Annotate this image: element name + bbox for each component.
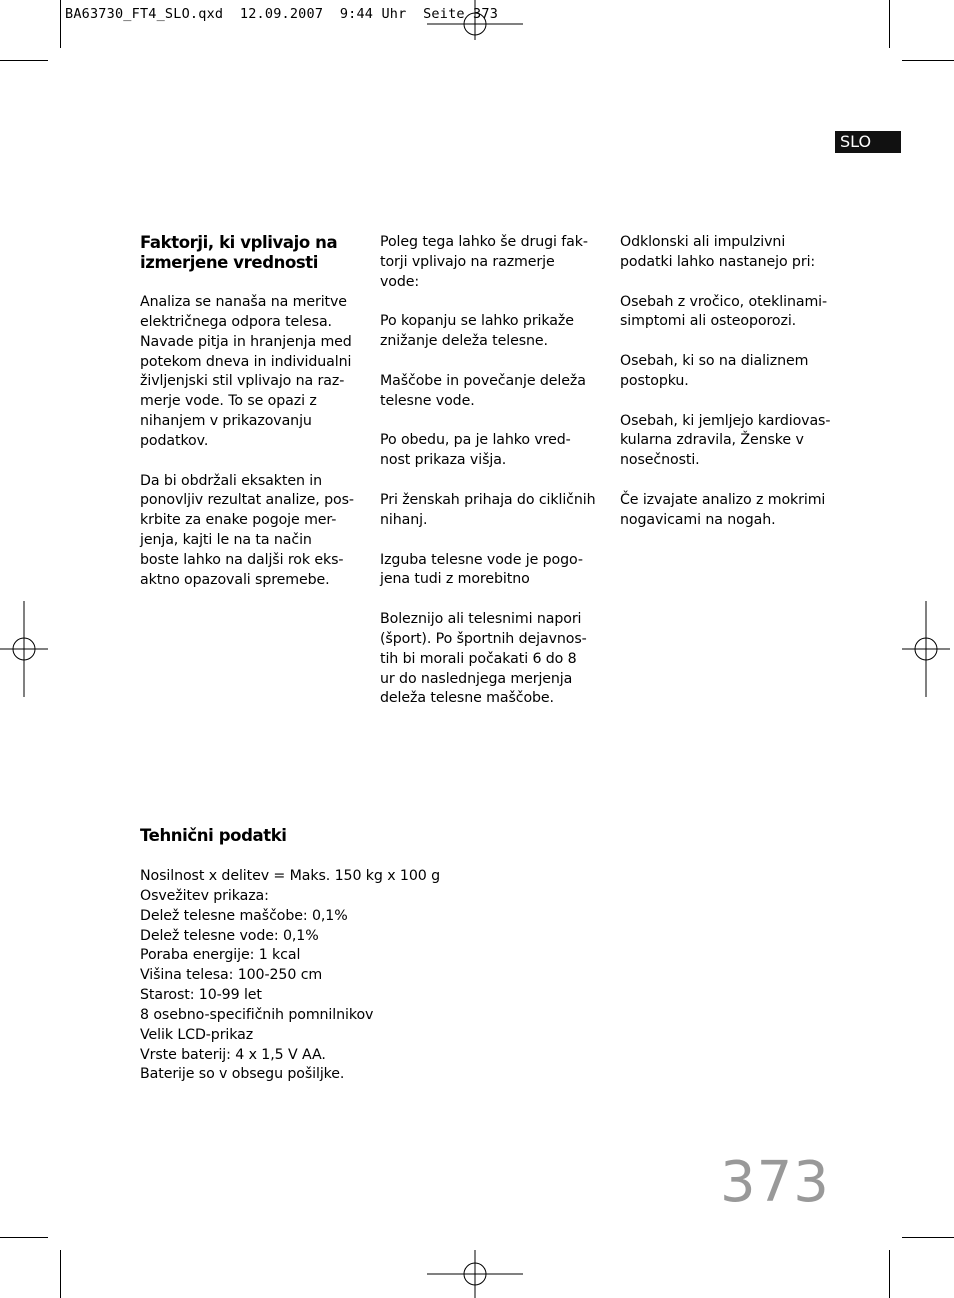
paragraph: Po obedu, pa je lahko vred- nost prikaza višja. — [380, 432, 571, 469]
paragraph: Izguba telesne vode je pogo- jena tudi z morebitno — [380, 551, 583, 588]
list-item: Osvežitev prikaza: — [140, 887, 269, 904]
paragraph: Osebah z vročico, oteklinami- simptomi ali osteoporozi. — [620, 293, 828, 330]
list-item: Nosilnost x delitev = Maks. 150 kg x 100 g — [140, 868, 441, 884]
section-heading-technical: Tehnični podatki — [140, 826, 287, 845]
paragraph: Analiza se nanaša na meritve električnega odpora telesa. Navade pitja in hranjenja med potekom dneva in individualni življenjski stil vplivajo na raz- merje vode. To se opazi z nihanjem v prikazovanju podatkov. — [140, 294, 352, 449]
column-factors — [140, 233, 362, 611]
technical-data-list — [140, 867, 540, 1085]
language-tab: SLO — [835, 131, 901, 153]
section-heading-factors: Faktorji, ki vplivajo na izmerjene vrednosti — [140, 233, 338, 272]
page-number: 373 — [720, 1150, 830, 1215]
registration-mark-right — [902, 601, 950, 697]
paragraph: Pri ženskah prihaja do cikličnih nihanj. — [380, 491, 596, 528]
list-item: Vrste baterij: 4 x 1,5 V AA. — [140, 1046, 326, 1063]
paragraph: Osebah, ki so na dializnem postopku. — [620, 353, 809, 389]
column-other-factors — [380, 233, 602, 729]
print-slug-line: BA63730_FT4_SLO.qxd 12.09.2007 9:44 Uhr Seite 373 — [65, 6, 499, 22]
technical-data-section — [140, 826, 540, 1085]
crop-mark-top-right-h — [902, 60, 954, 61]
crop-mark-top-right-v — [889, 0, 890, 48]
paragraph: Da bi obdržali eksakten in ponovljiv rezultat analize, pos- krbite za enake pogoje mer- jenja, kajti le na ta način boste lahko na daljši rok eks- aktno opazovali spremebe. — [140, 472, 354, 588]
list-item: 8 osebno-specifičnih pomnilnikov — [140, 1006, 374, 1023]
registration-mark-bottom — [427, 1250, 523, 1298]
registration-mark-left — [0, 601, 48, 697]
registration-mark-top — [427, 0, 523, 40]
paragraph: Osebah, ki jemljejo kardiovas- kularna zdravila, Ženske v nosečnosti. — [620, 412, 831, 469]
paragraph: Če izvajate analizo z mokrimi nogavicami na nogah. — [620, 491, 826, 528]
paragraph: Odklonski ali impulzivni podatki lahko nastanejo pri: — [620, 234, 816, 270]
crop-mark-bottom-left-h — [0, 1237, 48, 1238]
list-item: Velik LCD-prikaz — [140, 1026, 254, 1043]
paragraph: Po kopanju se lahko prikaže znižanje deleža telesne. — [380, 313, 574, 350]
crop-mark-bottom-right-h — [902, 1237, 954, 1238]
crop-mark-top-left-h — [0, 60, 48, 61]
list-item: Baterije so v obsegu pošiljke. — [140, 1066, 345, 1083]
list-item: Poraba energije: 1 kcal — [140, 947, 301, 964]
list-item: Starost: 10-99 let — [140, 987, 262, 1004]
paragraph: Boleznijo ali telesnimi napori (šport). Po športnih dejavnos- tih bi morali počakati 6 do 8 ur do naslednjega merjenja deleža telesne maščobe. — [380, 611, 587, 707]
list-item: Višina telesa: 100-250 cm — [140, 967, 323, 984]
crop-mark-bottom-right-v — [889, 1250, 890, 1298]
column-deviations — [620, 233, 842, 551]
crop-mark-bottom-left-v — [60, 1250, 61, 1298]
paragraph: Maščobe in povečanje deleža telesne vode. — [380, 372, 586, 409]
list-item: Delež telesne vode: 0,1% — [140, 927, 319, 944]
crop-mark-top-left-v — [60, 0, 61, 48]
list-item: Delež telesne maščobe: 0,1% — [140, 907, 348, 924]
paragraph: Poleg tega lahko še drugi fak- torji vplivajo na razmerje vode: — [380, 234, 588, 290]
